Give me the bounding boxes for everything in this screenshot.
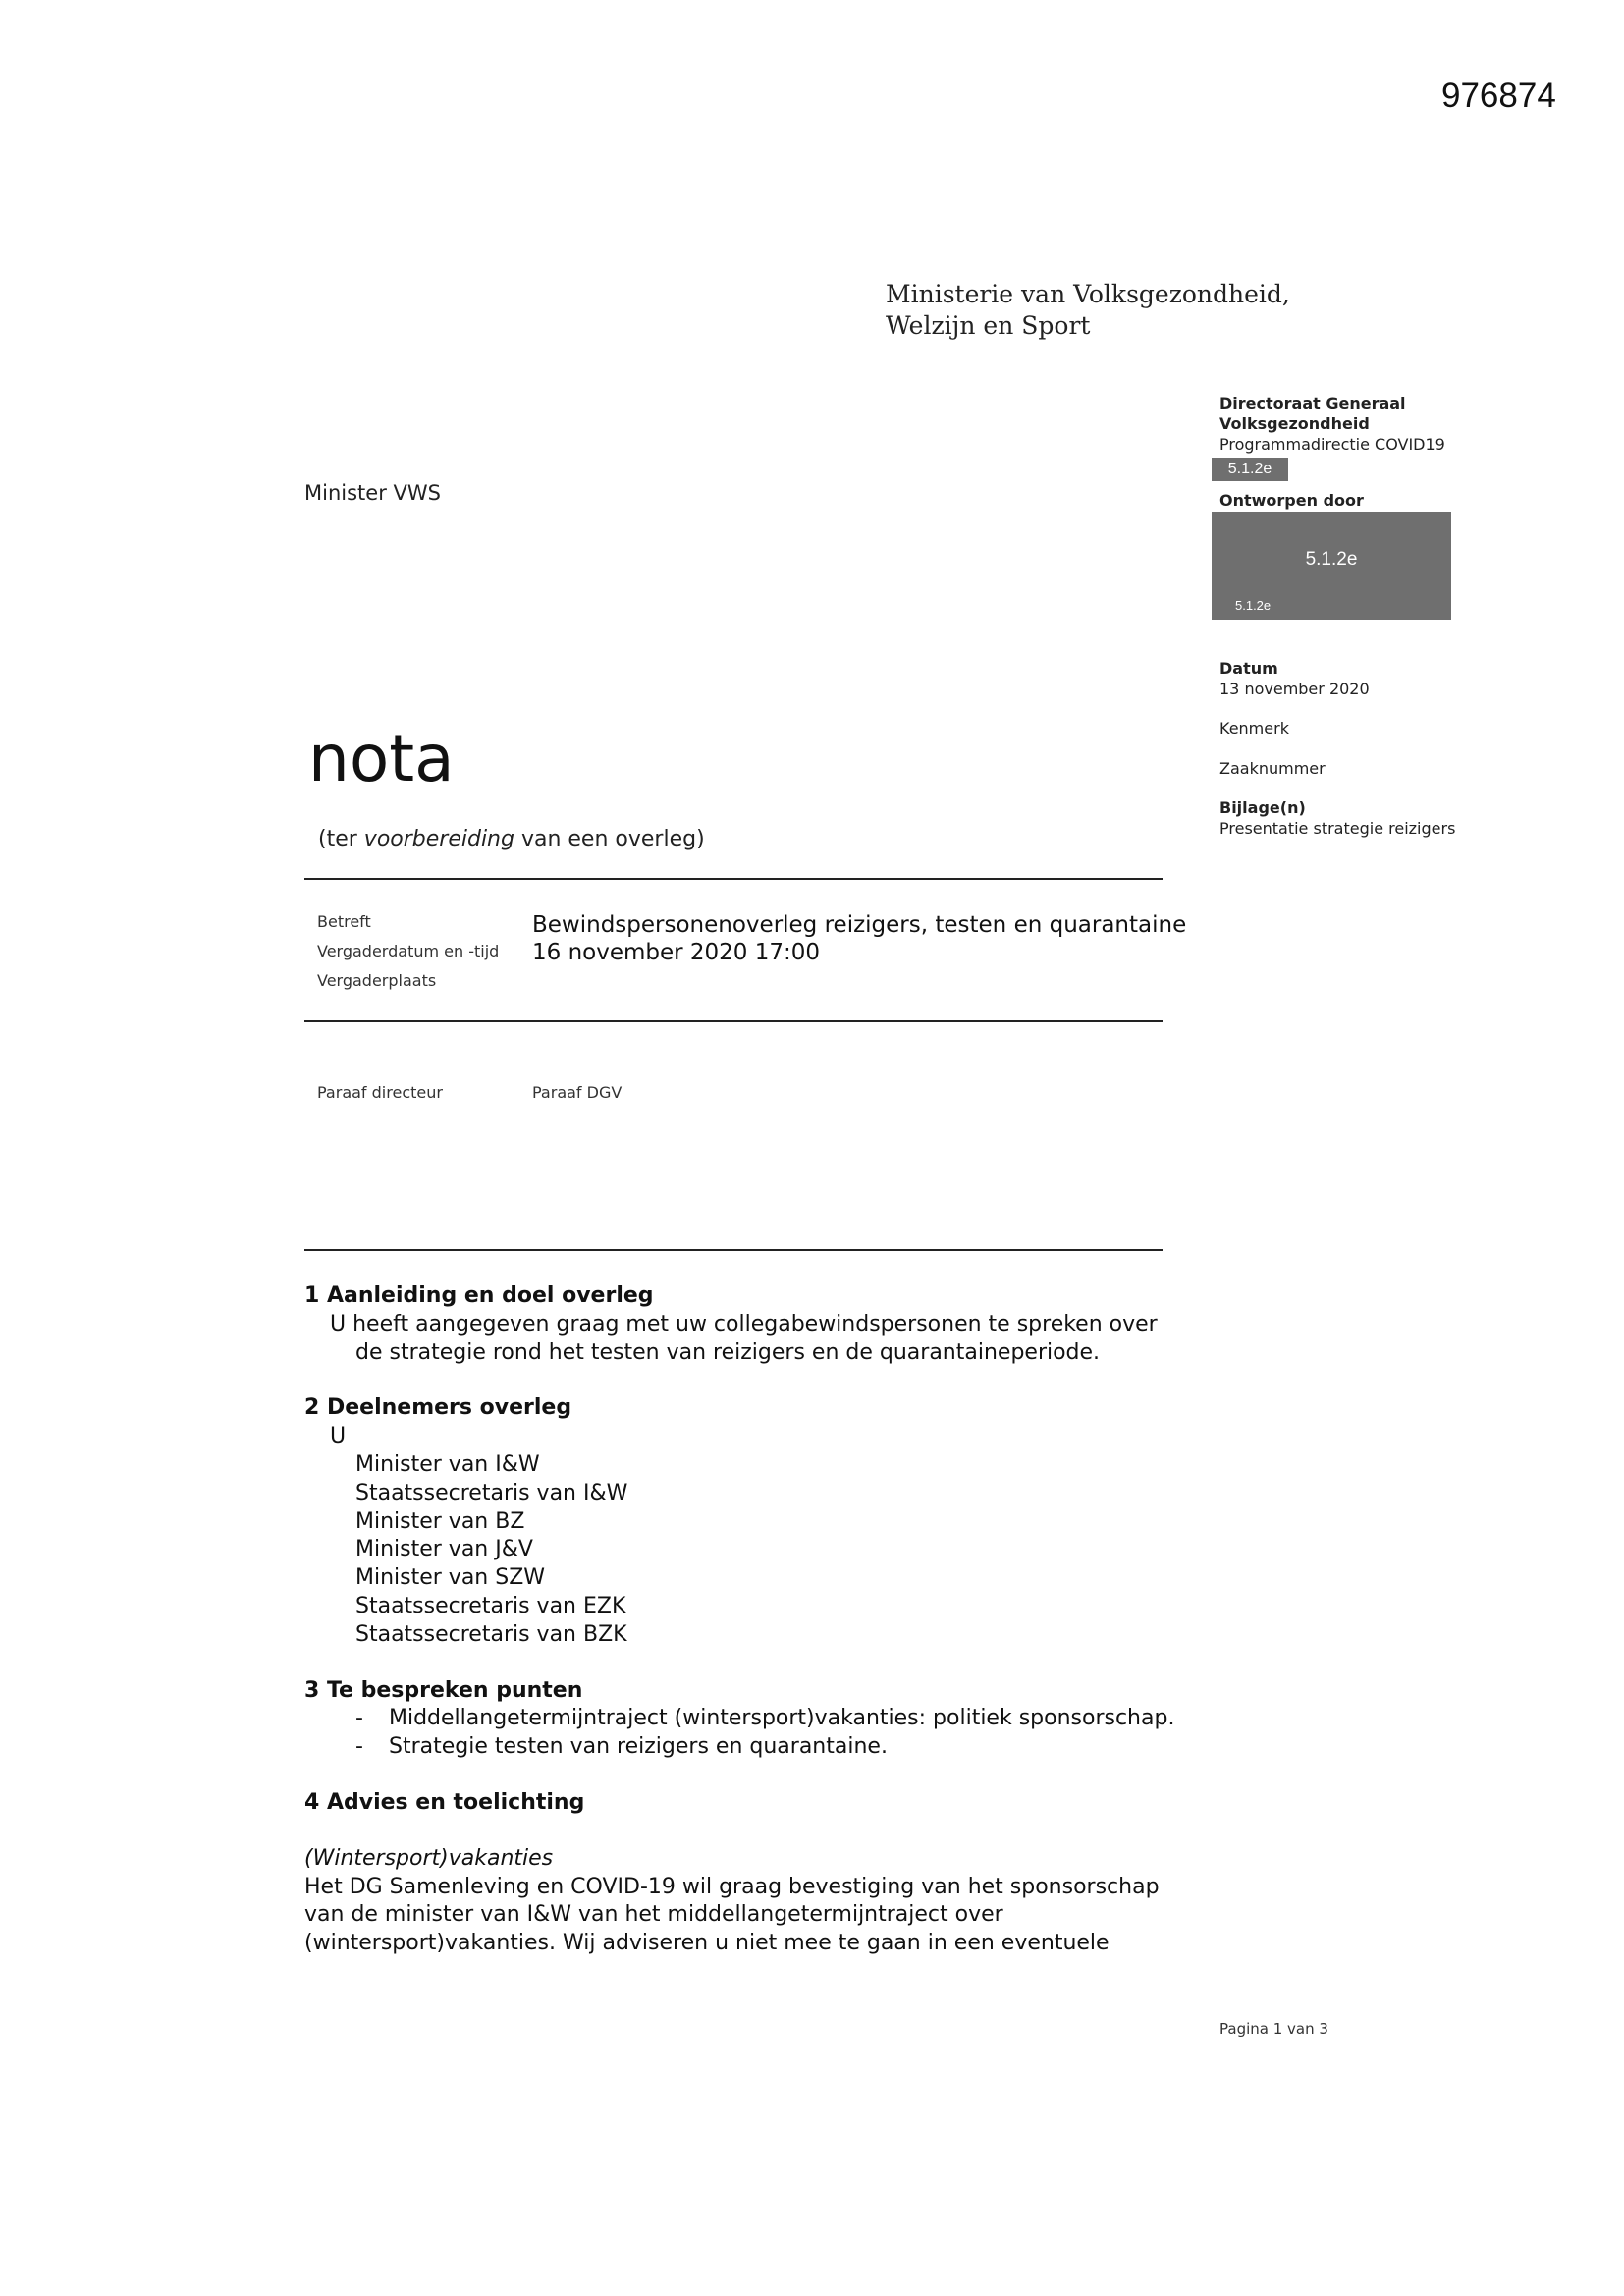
- ministry-line-1: Ministerie van Volksgezondheid,: [886, 280, 1290, 308]
- divider-2: [304, 1020, 1163, 1022]
- main-content: [304, 1283, 1188, 1958]
- section-4-subheading: (Wintersport)vakanties: [304, 1845, 554, 1871]
- participant: Minister van BZ: [355, 1508, 525, 1534]
- subtitle-suffix: van een overleg): [514, 827, 705, 851]
- section-1-text: U heeft aangegeven graag met uw collegabewindspersonen te spreken over de strategie rond het testen van reizigers en de quarantaineperiode.: [330, 1311, 1158, 1365]
- betreft-value: Bewindspersonenoverleg reizigers, testen en quarantaine: [532, 912, 1187, 938]
- participant-u: U: [330, 1424, 347, 1449]
- sidebar-datum: [1219, 658, 1370, 699]
- bijlagen-label: Bijlage(n): [1219, 798, 1306, 817]
- recipient: Minister VWS: [304, 481, 441, 505]
- redaction-box-large: [1212, 512, 1451, 620]
- list-item: - Middellangetermijntraject (wintersport)vakanties: politiek sponsorschap.: [355, 1706, 1175, 1731]
- ministry-line-2: Welzijn en Sport: [886, 311, 1091, 340]
- redaction-code-small: 5.1.2e: [1235, 598, 1272, 613]
- section-3-title: 3 Te bespreken punten: [304, 1677, 583, 1703]
- section-4-line: (wintersport)vakanties. Wij adviseren u niet mee te gaan in een eventuele: [304, 1931, 1110, 1956]
- redaction-code-main: 5.1.2e: [1305, 549, 1358, 570]
- document-subtitle: [318, 827, 705, 851]
- section-4-line: van de minister van I&W van het middellangetermijntraject over: [304, 1902, 1003, 1928]
- subtitle-emphasis: voorbereiding: [363, 827, 514, 851]
- participant: Staatssecretaris van BZK: [355, 1621, 627, 1647]
- bijlagen-value: Presentatie strategie reizigers: [1219, 819, 1456, 838]
- org-line-3: Programmadirectie COVID19: [1219, 435, 1445, 454]
- document-number: 976874: [1441, 77, 1556, 115]
- ontworpen-label: Ontworpen door: [1219, 491, 1364, 510]
- paraaf-dgv: Paraaf DGV: [532, 1083, 623, 1102]
- datum-label: Datum: [1219, 659, 1278, 678]
- section-4-title: 4 Advies en toelichting: [304, 1789, 585, 1815]
- datetime-value: 16 november 2020 17:00: [532, 940, 821, 965]
- participant: Minister van J&V: [355, 1537, 533, 1562]
- plaats-label: Vergaderplaats: [317, 971, 437, 990]
- divider-1: [304, 878, 1163, 880]
- document-title: nota: [308, 721, 455, 796]
- subtitle-prefix: (ter: [318, 827, 364, 851]
- list-item: - Strategie testen van reizigers en quarantaine.: [355, 1734, 888, 1760]
- meta-labels: [317, 907, 499, 996]
- divider-3: [304, 1249, 1163, 1251]
- org-line-2: Volksgezondheid: [1219, 414, 1370, 433]
- page-number: Pagina 1 van 3: [1219, 2020, 1328, 2038]
- sidebar-org: [1219, 393, 1445, 455]
- redaction-box-small: 5.1.2e: [1212, 458, 1288, 481]
- zaaknummer-label: Zaaknummer: [1219, 759, 1326, 778]
- section-4-line: Het DG Samenleving en COVID-19 wil graag bevestiging van het sponsorschap: [304, 1874, 1160, 1899]
- paraaf-directeur: Paraaf directeur: [317, 1083, 443, 1102]
- datetime-label: Vergaderdatum en -tijd: [317, 942, 500, 960]
- participant: Minister van I&W: [355, 1451, 540, 1477]
- sidebar-bijlagen: [1219, 797, 1455, 839]
- participant: Staatssecretaris van I&W: [355, 1480, 628, 1505]
- participant: Minister van SZW: [355, 1565, 546, 1591]
- section-1-title: 1 Aanleiding en doel overleg: [304, 1284, 654, 1308]
- participant: Staatssecretaris van EZK: [355, 1593, 626, 1618]
- kenmerk-label: Kenmerk: [1219, 719, 1289, 738]
- org-line-1: Directoraat Generaal: [1219, 394, 1406, 412]
- datum-value: 13 november 2020: [1219, 680, 1370, 698]
- section-2-title: 2 Deelnemers overleg: [304, 1395, 572, 1421]
- meta-values: [532, 911, 1186, 966]
- betreft-label: Betreft: [317, 912, 371, 931]
- ministry-name: [886, 279, 1290, 342]
